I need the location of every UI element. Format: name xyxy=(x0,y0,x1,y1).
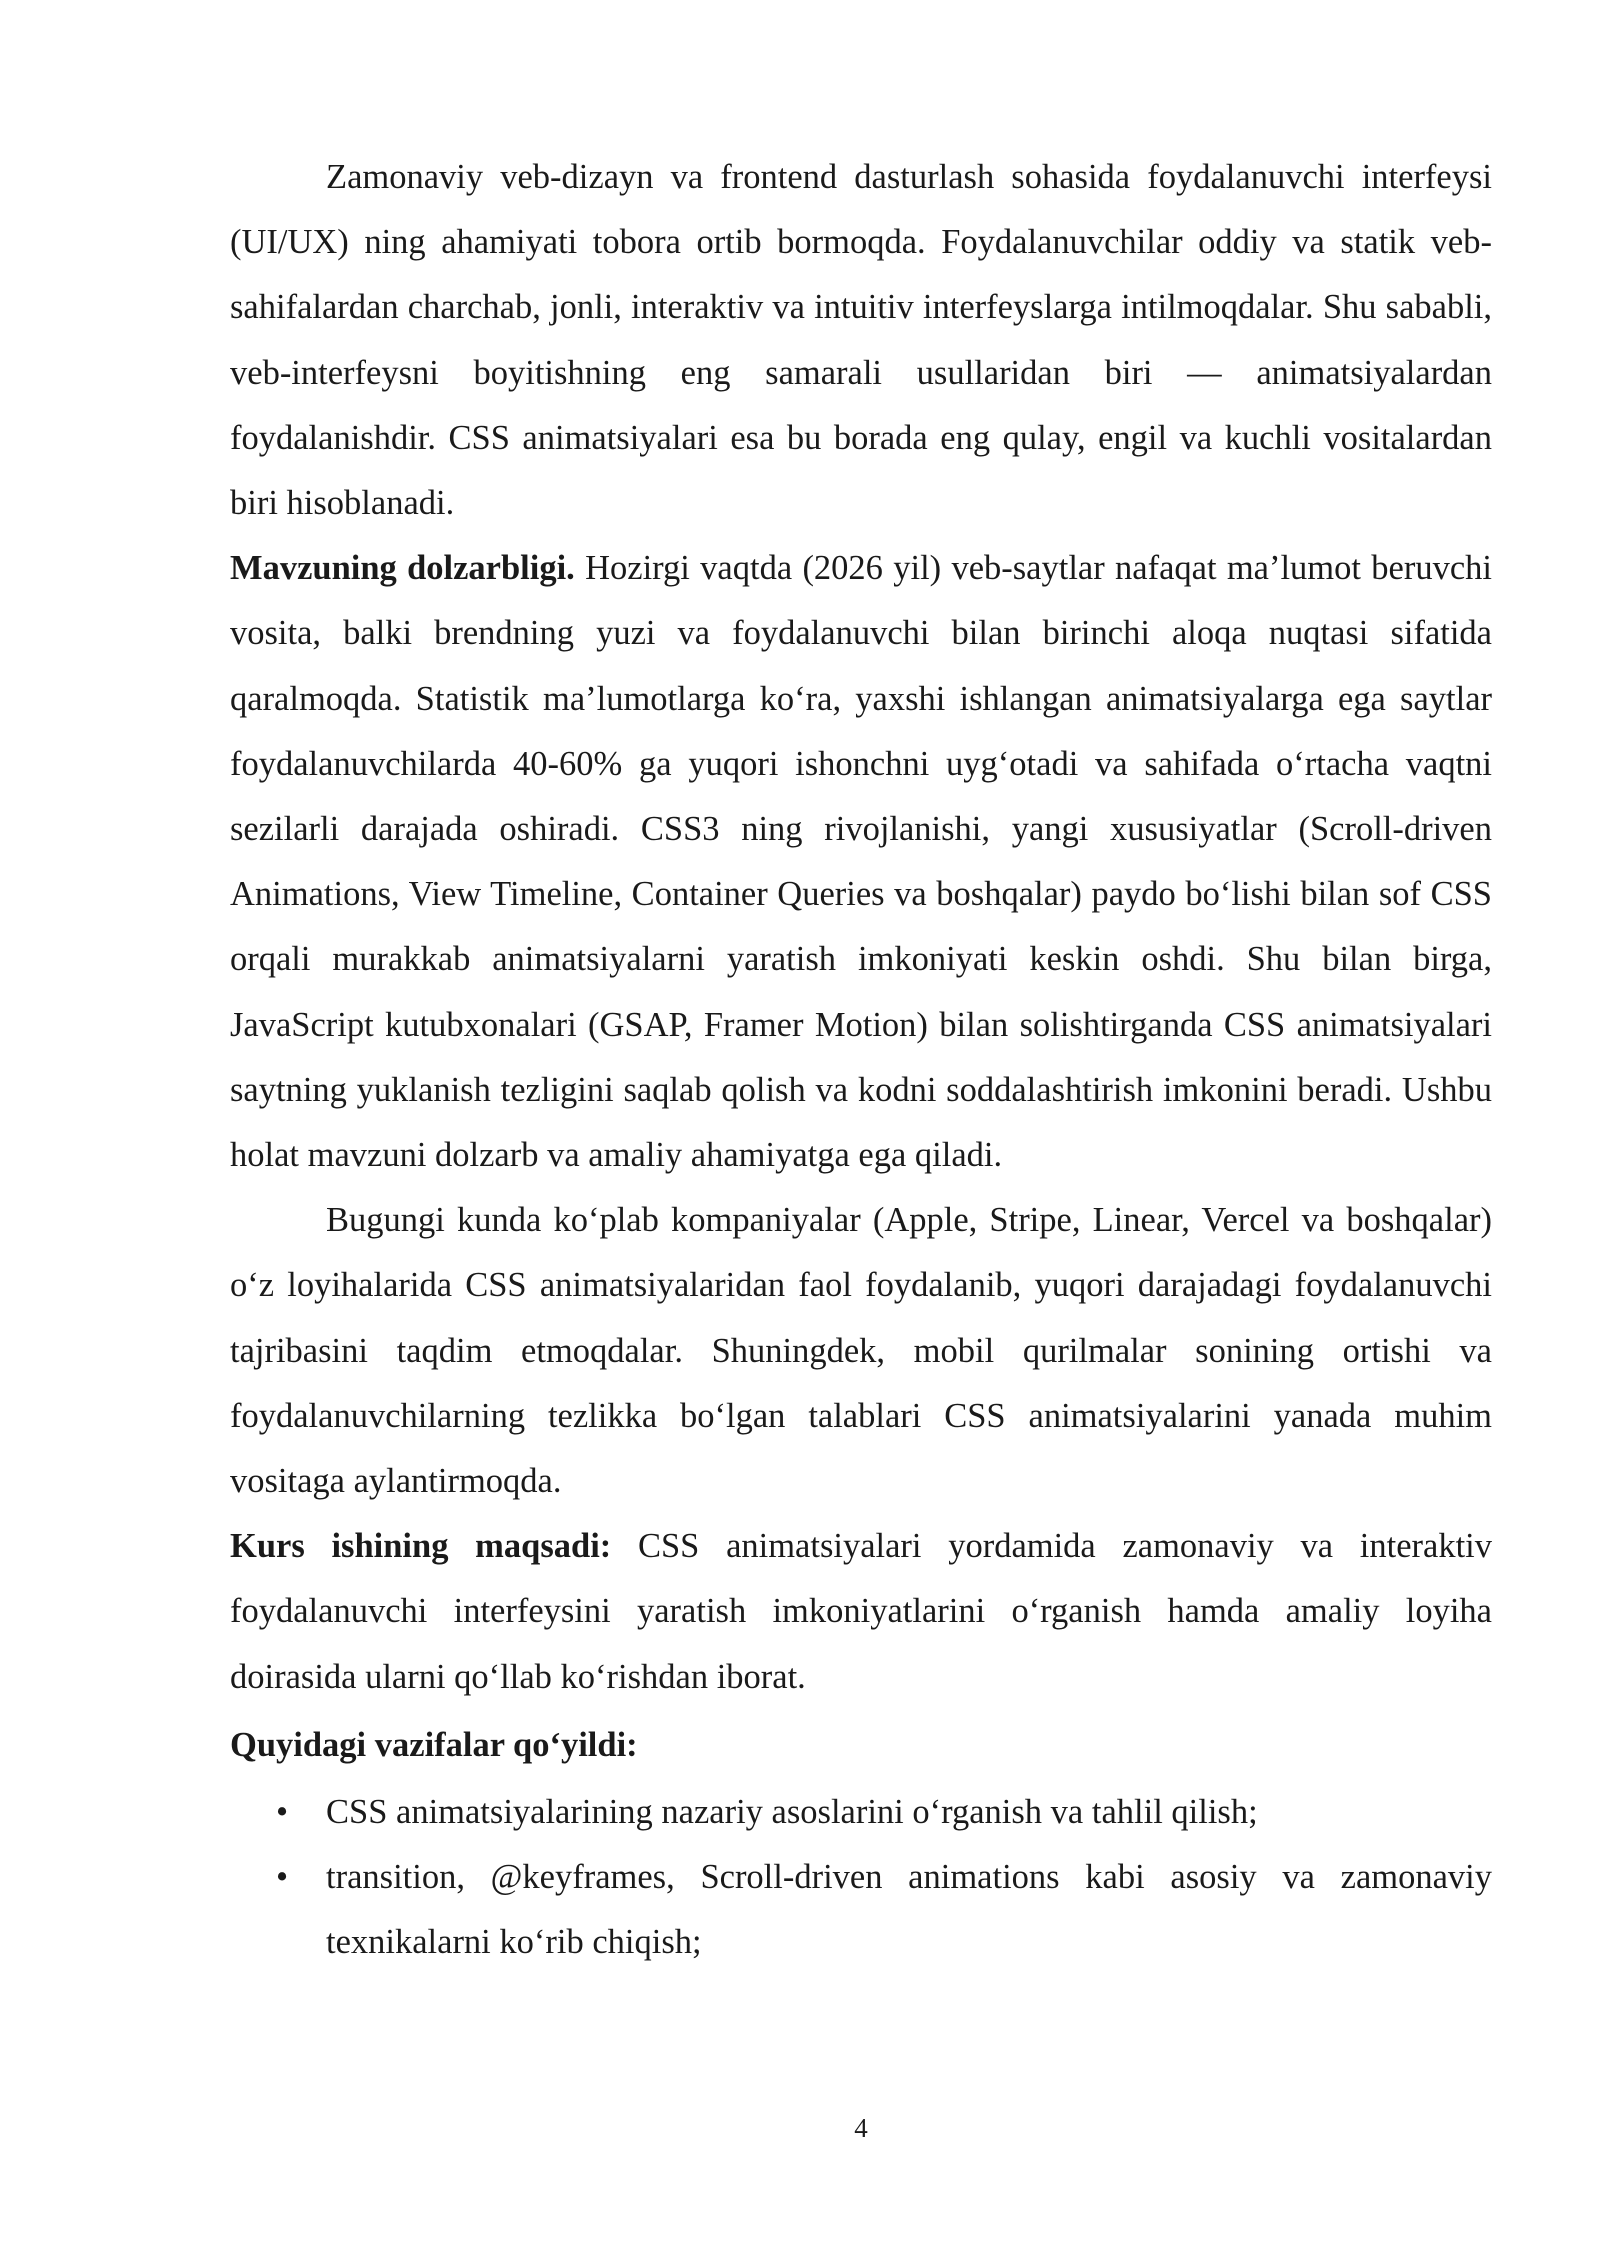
relevance-paragraph xyxy=(230,536,1492,1188)
list-item xyxy=(230,1780,1492,1845)
tasks-heading: Quyidagi vazifalar qo‘yildi: xyxy=(230,1725,638,1764)
bullet-icon: • xyxy=(276,1858,289,1897)
relevance-heading: Mavzuning dolzarbligi. xyxy=(230,549,575,588)
goal-heading: Kurs ishining maqsadi: xyxy=(230,1527,612,1566)
companies-paragraph: Bugungi kunda ko‘plab kompaniyalar (Apple, Stripe, Linear, Vercel va boshqalar) o‘z loyihalarida CSS animatsiyalaridan faol foydalanib, yuqori darajadagi foydalanuvchi tajribasini taqdim etmoqdalar. Shuningdek, mobil qurilmalar sonining ortishi va foydalanuvchilarning tezlikka bo‘lgan talablari CSS animatsiyalarini yanada muhim vositaga aylantirmoqda. xyxy=(230,1201,1492,1501)
tasks-list xyxy=(230,1780,1492,1976)
goal-paragraph xyxy=(230,1514,1492,1710)
relevance-text: Hozirgi vaqtda (2026 yil) veb-saytlar nafaqat ma’lumot beruvchi vosita, balki brendning yuzi va foydalanuvchi bilan birinchi aloqa nuqtasi sifatida qaralmoqda. Statistik ma’lumotlarga ko‘ra, yaxshi ishlangan animatsiyalarga ega saytlar foydalanuvchilarda 40-60% ga yuqori ishonchni uyg‘otadi va sahifada o‘rtacha vaqtni sezilarli darajada oshiradi. CSS3 ning rivojlanishi, yangi xususiyatlar (Scroll-driven Animations, View Timeline, Container Queries va boshqalar) paydo bo‘lishi bilan sof CSS orqali murakkab animatsiyalarni yaratish imkoniyati keskin oshdi. Shu bilan birga, JavaScript kutubxonalari (GSAP, Framer Motion) bilan solishtirganda CSS animatsiyalari saytning yuklanish tezligini saqlab qolish va kodni soddalashtirish imkonini beradi. Ushbu holat mavzuni dolzarb va amaliy ahamiyatga ega qiladi. xyxy=(230,549,1492,1175)
list-item-text: transition, @keyframes, Scroll-driven animations kabi asosiy va zamonaviy texnikalarni ko‘rib chiqish; xyxy=(326,1858,1492,1962)
intro-paragraph: Zamonaviy veb-dizayn va frontend dasturlash sohasida foydalanuvchi interfeysi (UI/UX) ning ahamiyati tobora ortib bormoqda. Foydalanuvchilar oddiy va statik veb-sahifalardan charchab, jonli, interaktiv va intuitiv interfeyslarga intilmoqdalar. Shu sababli, veb-interfeysni boyitishning eng samarali usullaridan biri — animatsiyalardan foydalanishdir. CSS animatsiyalari esa bu borada eng qulay, engil va kuchli vositalardan biri hisoblanadi. xyxy=(230,158,1492,523)
list-item-text: CSS animatsiyalarining nazariy asoslarini o‘rganish va tahlil qilish; xyxy=(326,1792,1258,1831)
page-number: 4 xyxy=(854,2113,868,2143)
list-item xyxy=(230,1845,1492,1975)
goal-text: CSS animatsiyalari yordamida zamonaviy va interaktiv foydalanuvchi interfeysini yaratish imkoniyatlarini o‘rganish hamda amaliy loyiha doirasida ularni qo‘llab ko‘rishdan iborat. xyxy=(230,1527,1492,1696)
bullet-icon: • xyxy=(276,1792,289,1831)
page-body xyxy=(230,145,1492,1975)
